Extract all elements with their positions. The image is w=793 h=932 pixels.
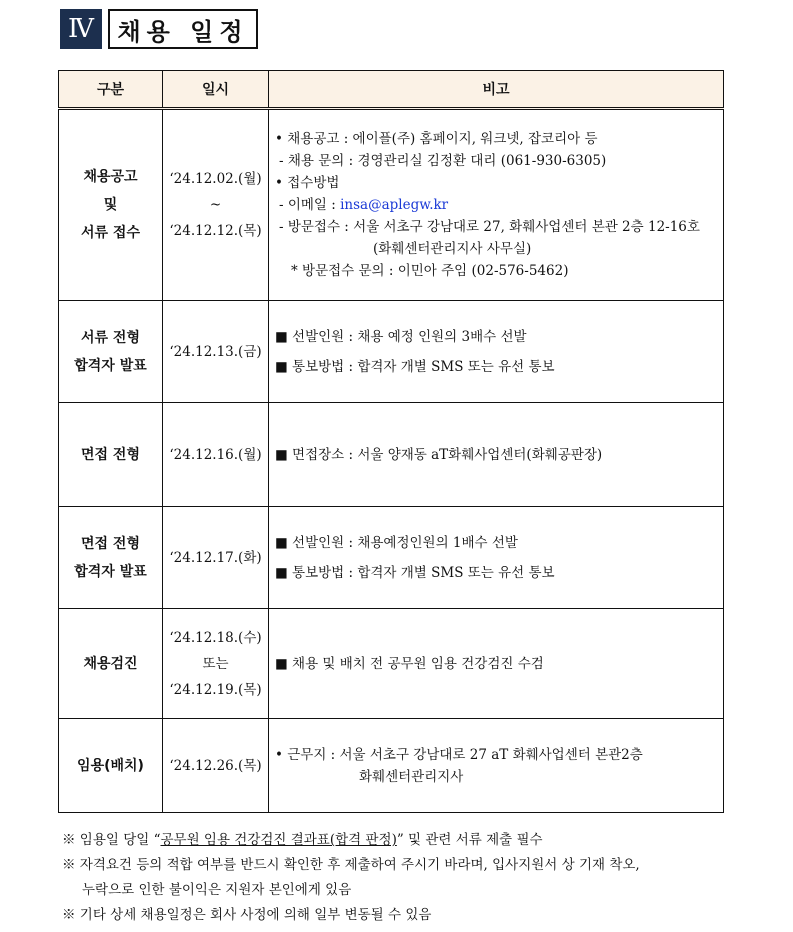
date-cell [163, 109, 269, 301]
date-line: ‘24.12.13.(금) [169, 343, 262, 360]
date-line: ‘24.12.02.(월) [169, 171, 262, 187]
footnote-continuation: 누락으로 인한 불이익은 지원자 본인에게 있음 [82, 882, 352, 898]
note-cell [269, 609, 724, 719]
date-cell [163, 719, 269, 813]
date-cell [163, 507, 269, 609]
category-cell [59, 301, 163, 403]
note-line: (화훼센터관리지사 사무실) [373, 241, 532, 257]
date-cell [163, 609, 269, 719]
date-line: ‘24.12.19.(목) [169, 681, 262, 698]
note-line: ■ 통보방법 : 합격자 개별 SMS 또는 유선 통보 [275, 358, 555, 375]
note-line: • 채용공고 : 에이플(주) 홈페이지, 워크넷, 잡코리아 등 [275, 131, 598, 147]
note-line: 화훼센터관리지사 [359, 768, 464, 785]
note-cell [269, 507, 724, 609]
footnote-prefix: ※ 임용일 당일 “ [62, 832, 161, 848]
note-line: • 근무지 : 서울 서초구 강남대로 27 aT 화훼사업센터 본관2층 [275, 746, 643, 763]
table-row [59, 507, 724, 609]
category-line: 서류 접수 [81, 225, 140, 241]
footnotes [62, 828, 640, 928]
table-row [59, 109, 724, 301]
date-line: ‘24.12.18.(수) [169, 629, 262, 646]
note-line: - 방문접수 : 서울 서초구 강남대로 27, 화훼사업센터 본관 2층 12-16호 [279, 219, 700, 235]
category-line: 서류 전형 [81, 329, 140, 346]
category-line: 면접 전형 [81, 446, 140, 463]
email-label: - 이메일 : [279, 197, 341, 213]
category-cell [59, 609, 163, 719]
section-number-badge: Ⅳ [60, 9, 102, 49]
footnote: ※ 기타 상세 채용일정은 회사 사정에 의해 일부 변동될 수 있음 [62, 907, 432, 923]
date-line: ‘24.12.16.(월) [169, 446, 262, 463]
table-row [59, 403, 724, 507]
note-line: ■ 면접장소 : 서울 양재동 aT화훼사업센터(화훼공판장) [275, 446, 603, 463]
note-line: * 방문접수 문의 : 이민아 주임 (02-576-5462) [291, 263, 569, 279]
note-line: ■ 통보방법 : 합격자 개별 SMS 또는 유선 통보 [275, 564, 555, 581]
section-title: 채용 일정 [108, 9, 258, 49]
note-line: • 접수방법 [275, 175, 340, 191]
date-line: ‘24.12.12.(목) [169, 223, 262, 239]
footnote-underlined: 공무원 임용 건강검진 결과표(합격 판정) [160, 832, 397, 848]
category-cell [59, 719, 163, 813]
date-line: ‘24.12.17.(화) [169, 549, 262, 566]
email-link[interactable]: insa@aplegw.kr [340, 197, 449, 213]
category-line: 채용검진 [83, 655, 138, 672]
category-line: 임용(배치) [77, 757, 144, 774]
footnote-suffix: ” 및 관련 서류 제출 필수 [396, 832, 543, 848]
column-header: 일시 [163, 71, 269, 109]
date-line: 또는 [202, 655, 229, 672]
note-cell [269, 301, 724, 403]
category-line: 면접 전형 [81, 535, 140, 552]
footnote: ※ 자격요건 등의 적합 여부를 반드시 확인한 후 제출하여 주시기 바라며, 입사지원서 상 기재 착오, [62, 857, 640, 873]
note-cell [269, 719, 724, 813]
date-cell [163, 301, 269, 403]
table-header-row [59, 71, 724, 109]
category-cell [59, 109, 163, 301]
note-cell [269, 109, 724, 301]
category-cell [59, 507, 163, 609]
section-header [60, 9, 258, 49]
category-line: 합격자 발표 [74, 357, 147, 374]
table-row [59, 719, 724, 813]
date-line: ‘24.12.26.(목) [169, 757, 262, 774]
table-row [59, 609, 724, 719]
note-line [275, 194, 722, 216]
category-line: 채용공고 [83, 169, 138, 185]
schedule-table [58, 70, 724, 813]
note-line: ■ 선발인원 : 채용예정인원의 1배수 선발 [275, 534, 518, 551]
footnote [62, 828, 640, 853]
table-row [59, 301, 724, 403]
category-line: 및 [103, 197, 118, 213]
note-cell [269, 403, 724, 507]
category-line: 합격자 발표 [74, 563, 147, 580]
note-line: ■ 선발인원 : 채용 예정 인원의 3배수 선발 [275, 328, 527, 345]
column-header: 비고 [269, 71, 724, 109]
note-line: - 채용 문의 : 경영관리실 김정환 대리 (061-930-6305) [279, 153, 607, 169]
date-line: ~ [209, 197, 222, 213]
column-header: 구분 [59, 71, 163, 109]
note-line: ■ 채용 및 배치 전 공무원 임용 건강검진 수검 [275, 655, 544, 672]
date-cell [163, 403, 269, 507]
category-cell [59, 403, 163, 507]
